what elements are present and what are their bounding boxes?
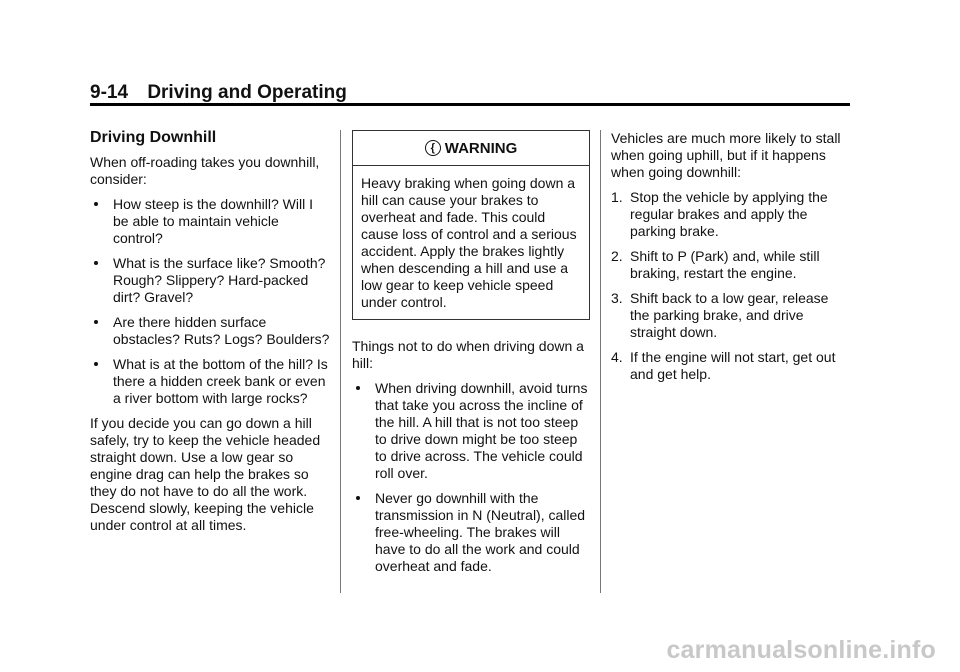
- list-item: Are there hidden surface obstacles? Ruts? Logs? Boulders?: [90, 314, 330, 348]
- list-item: What is the surface like? Smooth? Rough? Slippery? Hard-packed dirt? Gravel?: [90, 255, 330, 306]
- avoid-list: [352, 380, 590, 575]
- consider-list: [90, 196, 330, 407]
- stall-steps: [611, 189, 851, 383]
- intro-text: Things not to do when driving down a hill:: [352, 338, 584, 371]
- column-1: [90, 128, 330, 542]
- intro-text: When off-roading takes you downhill, consider:: [90, 154, 320, 187]
- watermark: carmanualsonline.info: [666, 636, 936, 664]
- list-item: What is at the bottom of the hill? Is there a hidden creek bank or even a river bottom with large rocks?: [90, 356, 330, 407]
- warning-title: WARNING: [444, 139, 518, 157]
- step-number: 1.: [611, 189, 623, 205]
- step-item: [611, 290, 851, 341]
- step-text: If the engine will not start, get out and get help.: [630, 349, 836, 382]
- warning-icon: {: [425, 140, 441, 156]
- list-item: When driving downhill, avoid turns that take you across the incline of the hill. A hill that is not too steep to drive down might be too steep to drive across. The vehicle could roll over.: [352, 380, 590, 482]
- step-item: [611, 189, 851, 240]
- list-item: Never go downhill with the transmission in N (Neutral), called free-wheeling. The brakes will have to do all the work and could overheat and fade.: [352, 490, 590, 575]
- step-number: 3.: [611, 290, 623, 306]
- warning-text: Heavy braking when going down a hill can cause your brakes to overheat and fade. This could cause loss of control and a serious accident. Apply the brakes lightly when descending a hill and use a low gear to keep vehicle speed under control.: [361, 175, 577, 310]
- column-divider: [340, 130, 341, 593]
- column-3: [611, 130, 851, 391]
- header-rule: [90, 103, 850, 106]
- step-text: Stop the vehicle by applying the regular brakes and apply the parking brake.: [630, 189, 828, 239]
- step-text: Shift back to a low gear, release the parking brake, and drive straight down.: [630, 290, 829, 340]
- step-item: [611, 349, 851, 383]
- chapter-title: Driving and Operating: [147, 82, 347, 103]
- warning-header: [353, 131, 589, 166]
- step-item: [611, 248, 851, 282]
- column-2: [352, 130, 590, 583]
- step-number: 2.: [611, 248, 623, 264]
- body-paragraph: If you decide you can go down a hill safely, try to keep the vehicle headed straight down. Use a low gear so engine drag can help the brakes so they do not have to do all the work. Descend slowly, keeping the vehicle under control at all times.: [90, 415, 321, 533]
- warning-box: [352, 130, 590, 320]
- intro-text: Vehicles are much more likely to stall when going uphill, but if it happens when going downhill:: [611, 130, 841, 180]
- section-title: Driving Downhill: [90, 129, 217, 146]
- list-item: How steep is the downhill? Will I be able to maintain vehicle control?: [90, 196, 330, 247]
- step-number: 4.: [611, 349, 623, 365]
- column-divider: [600, 130, 601, 593]
- page-number: 9-14: [90, 82, 129, 103]
- step-text: Shift to P (Park) and, while still braking, restart the engine.: [630, 248, 820, 281]
